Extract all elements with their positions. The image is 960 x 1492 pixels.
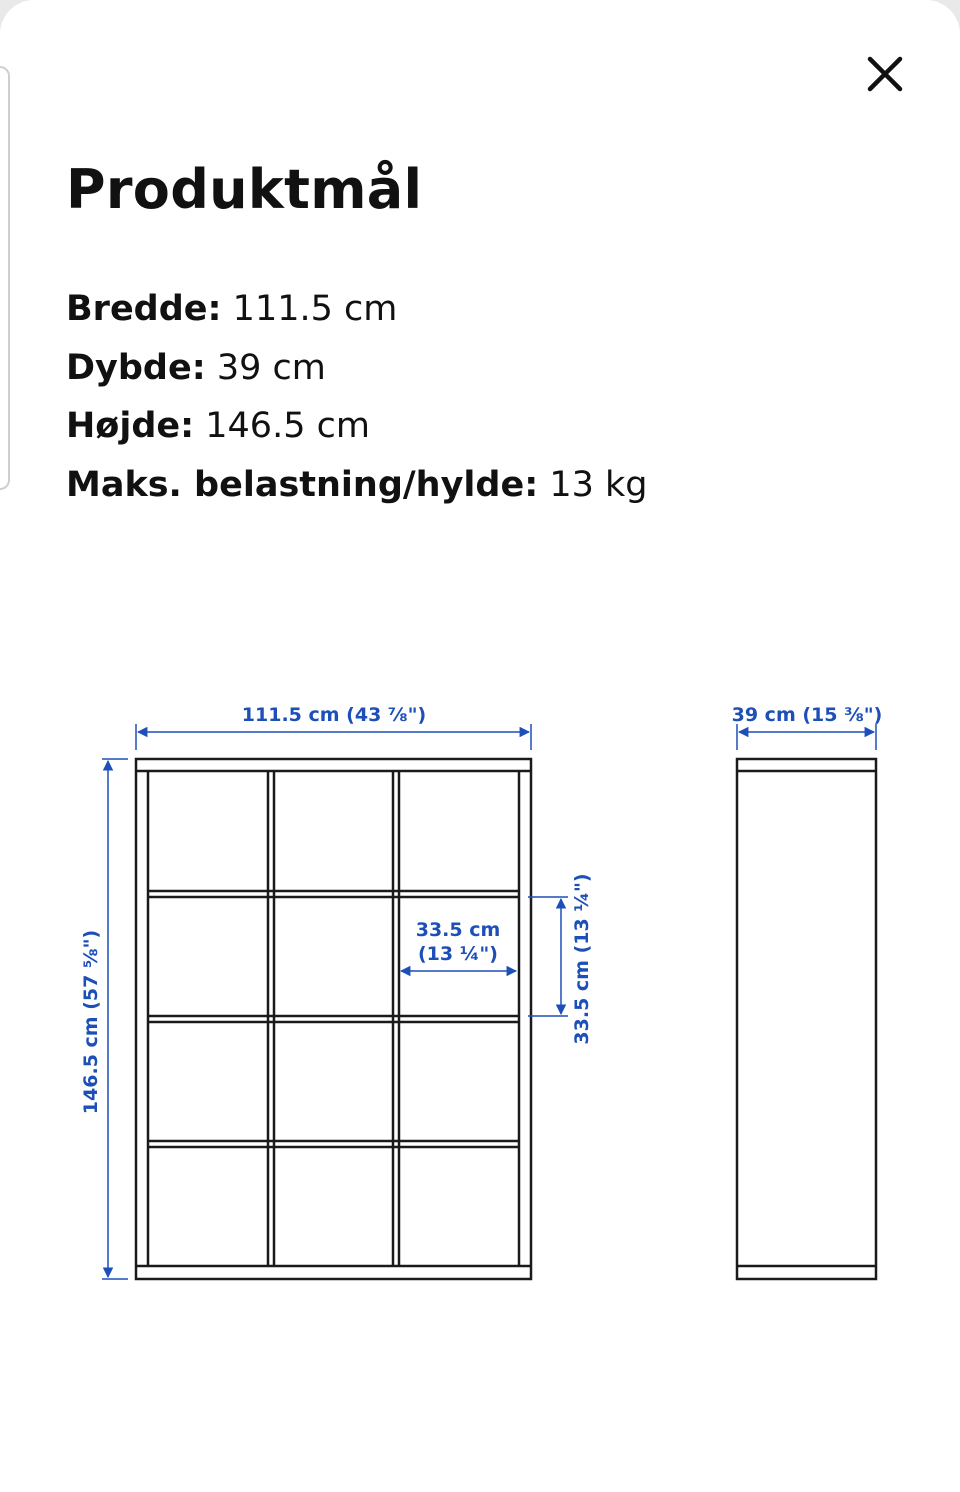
- depth-dimension-label: 39 cm (15 ⅜"): [731, 704, 883, 726]
- depth-dimension: [732, 704, 883, 750]
- width-dimension-label: 111.5 cm (43 ⅞"): [241, 704, 427, 726]
- dimension-value: 146.5 cm: [205, 406, 370, 446]
- shelf-front-view: [136, 759, 531, 1279]
- compartment-width-label-2: (13 ¼"): [418, 943, 498, 965]
- height-dimension: [80, 759, 128, 1279]
- dimension-label: Højde:: [66, 406, 195, 446]
- dimension-value: 13 kg: [549, 464, 648, 505]
- dimension-value: 39 cm: [216, 347, 326, 388]
- compartment-height-dimension: [528, 873, 593, 1044]
- height-dimension-label: 146.5 cm (57 ⅝"): [80, 929, 102, 1115]
- shelf-outer-frame: [136, 759, 531, 1279]
- dimension-value: 111.5 cm: [232, 289, 398, 329]
- width-dimension: [136, 704, 531, 750]
- shelf-vertical-dividers: [268, 771, 399, 1266]
- dimension-label: Maks. belastning/hylde:: [66, 464, 539, 505]
- compartment-height-label: 33.5 cm (13 ¼"): [571, 873, 593, 1045]
- side-outer-frame: [737, 759, 876, 1279]
- compartment-width-dimension: [401, 919, 516, 971]
- shelf-side-view: [737, 759, 876, 1279]
- dimension-label: Bredde:: [66, 289, 222, 329]
- dimension-label: Dybde:: [66, 347, 206, 388]
- compartment-width-label-1: 33.5 cm: [415, 919, 501, 941]
- page-title: Produktmål: [66, 158, 423, 221]
